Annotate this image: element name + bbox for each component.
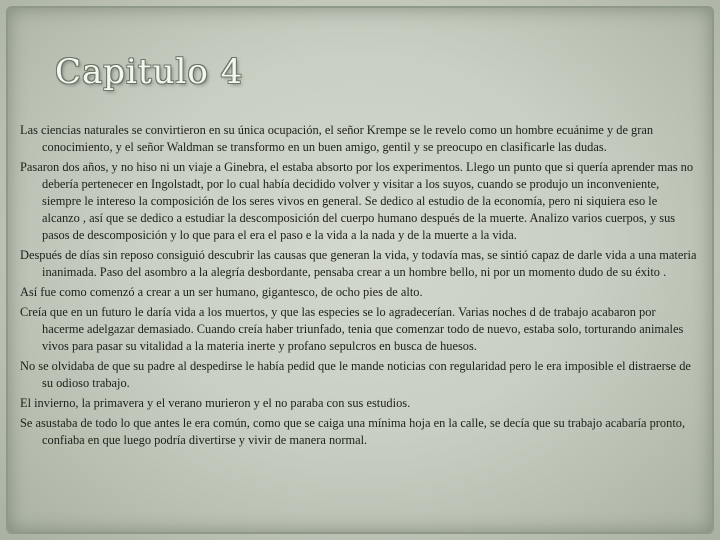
slide-body [20,122,698,452]
paragraph: Así fue como comenzó a crear a un ser humano, gigantesco, de ocho pies de alto. [20,285,423,299]
paragraph: Se asustaba de todo lo que antes le era común, como que se caiga una mínima hoja en la calle, se decía que su trabajo acabaría pronto, confiaba en que luego podría divertirse y vivir de manera normal. [20,416,686,447]
paragraph: Pasaron dos años, y no hiso ni un viaje a Ginebra, el estaba absorto por los experimentos. Llego un punto que si quería aprender mas no debería pertenecer en Ingolstadt, por lo cual había decidido volver y visitar a los suyos, cuando se produjo un inconveniente, siempre le intereso la composición de los seres vivos en general. Se dedico al estudio de la economía, pero ni siquiera eso le alcanzo , así que se dedico a estudiar la descomposición del cuerpo humano después de la muerte. Analizo varios cuerpos, y sus pasos de descomposición y lo que para el era el paso e la vida a la nada y de la muerte a la vida. [20,160,694,242]
paragraph: Después de días sin reposo consiguió descubrir las causas que generan la vida, y todavía mas, se sintió capaz de darle vida a una materia inanimada. Paso del asombro a la alegría desbordante, pensaba crear a un hombre bello, ni por un momento dudo de su éxito . [20,248,697,279]
paragraph: Creía que en un futuro le daría vida a los muertos, y que las especies se lo agradecerían. Varias noches d de trabajo acabaron por hacerme adelgazar demasiado. Cuando creía haber triunfado, tenia que comenzar todo de nuevo, estaba solo, torturando animales vivos para pasar su vitalidad a la materia inerte y profano sepulcros en busca de huesos. [20,305,684,353]
paragraph: Las ciencias naturales se convirtieron en su única ocupación, el señor Krempe se le revelo como un hombre ecuánime y de gran conocimiento, y el señor Waldman se transformo en un buen amigo, gentil y se preocupo en clasificarle las dudas. [20,123,654,154]
slide-title: Capitulo 4 [55,52,244,92]
paragraph: No se olvidaba de que su padre al despedirse le había pedid que le mande noticias con regularidad pero le era imposible el distraerse de su odioso trabajo. [20,359,691,390]
paragraph: El invierno, la primavera y el verano murieron y el no paraba con sus estudios. [20,396,411,410]
